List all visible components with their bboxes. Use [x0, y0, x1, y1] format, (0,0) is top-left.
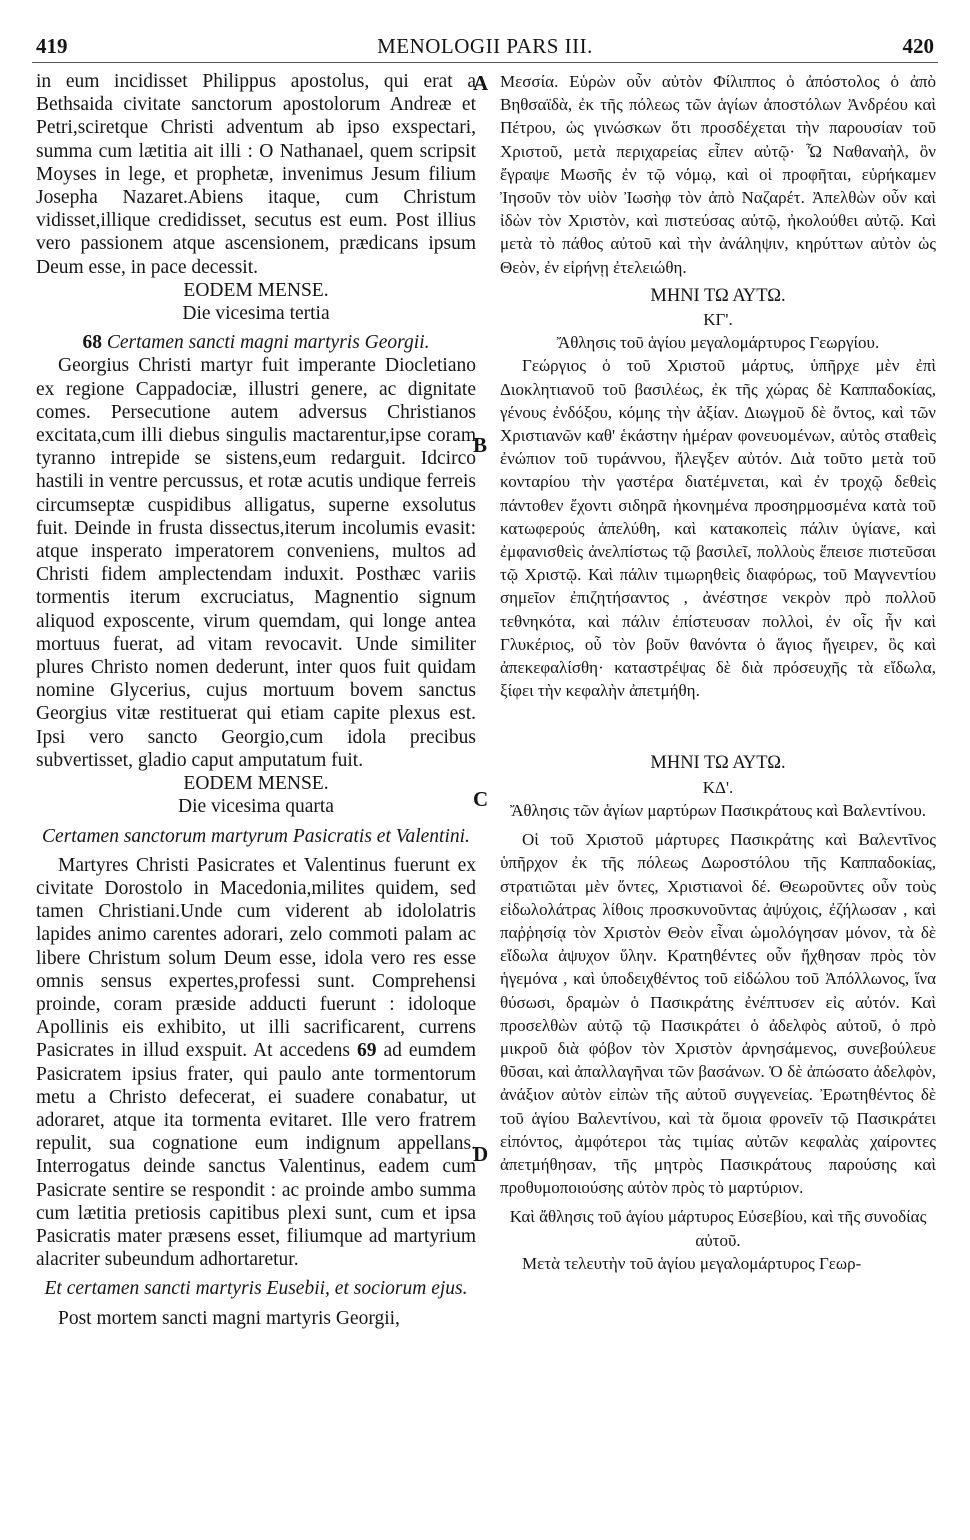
- latin-title-georgius: [36, 331, 476, 354]
- greek-column: [500, 70, 936, 1275]
- running-header: [32, 32, 938, 63]
- entry-number-69: 69: [356, 1040, 377, 1062]
- latin-paragraph-georgius: Georgius Christi martyr fuit imperante Diocletiano ex regione Cappadociæ, illustri genere, ac dignitate comes. Persecutione autem adversus Christianos excitata,cum illi diebus singulis mactarentur,ipse coram tyranno intrepide se sistens,eum redarguit. Idcirco hastili in ventre percussus, et rotæ acutis undique ferreis circumseptæ cuspidibus alligatus, superne exsolutus fuit. Deinde in frusta dissectus,iterum incolumis evasit: atque insperato imperatorem conveniens, multos ad Christi fidem amplectendam induxit. Posthæc variis tormentis iterum excruciatus, Magnentio signum aliquod exposcente, virum quemdam, qui longe antea mortuus fuerat, ad vitam revocavit. Unde similiter plures Christo nomen dederunt, inter quos fuit quidam nomine Glycerius, cujus mortuum bovem sanctus Georgius vitæ restituerat qui etiam capite plexus est. Ipsi vero sancto Georgio,cum idola precibus subvertisset, gladio caput amputatum fuit.: [36, 355, 476, 771]
- margin-letter-b: B: [473, 433, 488, 457]
- greek-title-eusebius: Καὶ ἄθλησις τοῦ ἁγίου μάρτυρος Εὐσεβίου, καὶ τῆς συνοδίας αὐτοῦ.: [509, 1207, 927, 1250]
- latin-column: [36, 70, 476, 1330]
- latin-date-24: Die vicesima quarta: [178, 796, 334, 818]
- running-title: MENOLOGII PARS III.: [377, 34, 593, 58]
- page-number-left: 419: [36, 34, 68, 58]
- greek-heading-meni-2: ΜΗΝΙ ΤΩ ΑΥΤΩ.: [650, 753, 786, 774]
- greek-date-kd: ΚΔ'.: [702, 777, 734, 797]
- greek-title-georgius: Ἄθλησις τοῦ ἁγίου μεγαλομάρτυρος Γεωργίου.: [556, 333, 880, 353]
- margin-letter-c: C: [473, 787, 489, 811]
- latin-title-georgius-text: Certamen sancti magni martyris Georgii.: [106, 332, 430, 354]
- latin-paragraph-pasicrates: Martyres Christi Pasicrates et Valentinus fuerunt ex civitate Dorostolo in Macedonia,milites quidem, sed tamen Christiani.Unde cum viderent ab idololatris lapides animo carentes adorari, zelo commoti palam ac libere Christum solum Deum esse, idola vero res esse omnis sensus expertes,professi sunt. Comprehensi proinde, coram præside adducti fuerunt : idoloque Apollinis eis exhibito, ut illi sacrificarent, currens Pasicrates in illud exspuit. At accedens 69 ad eumdem Pasicratem ipsius frater, qui paulo ante tormentorum metu a Christo defecerat, ei suadere conabatur, ut adoraret, atque ita tormenta evitaret. Ille vero fratrem repulit, sua cognatione eum indignum appellans. Interrogatus deinde sanctus Valentinus, eadem cum Pasicrate sentire se respondit : ac proinde ambo summa cum lætitia pretiosis capitibus plexi sunt, cum et ipsa Pasicratis mater præsens esset, filiumque ad martyrium alacriter subeundum adhortaretur.: [36, 854, 477, 1271]
- latin-paragraph-eusebius: Post mortem sancti magni martyris Georgii,: [58, 1307, 400, 1329]
- greek-paragraph-pasicrates: Οἱ τοῦ Χριστοῦ μάρτυρες Πασικράτης καὶ Βαλεντῖνος ὑπῆρχον ἐκ τῆς πόλεως Δωροστόλου τῆς Καππαδοκίας, στρατιῶται μὲν ὄντες, Χριστιανοὶ δέ. Θεωροῦντες οὖν τοὺς εἰδωλολάτρας λίθοις προσκυνοῦντας ἀψύχοις, ἐζήλωσαν , καὶ παῤῥησίᾳ τὸν Χριστὸν Θεὸν εἶναι ὡμολόγησαν μόνον, τὰ δὲ εἴδωλα ἀψυχον ὕλην. Κρατηθέντες οὖν ἤχθησαν πρὸς τὸν ἡγεμόνα , καὶ ὑποδειχθέντος τοῦ εἰδώλου τοῦ Ἀπόλλωνος, ἵνα θύσωσι, δραμὼν ὁ Πασικράτης ἐνέπτυσεν εἰς αὐτόν. Καὶ προσελθὼν αὐτῷ τῷ Πασικράτει ὁ ἀδελφὸς αὐτοῦ, ὁ πρὸ μικροῦ διὰ φόβον τὸν Χριστὸν ἀρνησάμενος, συνεβούλευε θῦσαι, καὶ ἀπαλλαγῆναι τῶν βασάνων. Ὁ δὲ ἀπώσατο ἀδελφὸν, ἀνάξιον αὐτὸν εἰπὼν τῆς αὐτοῦ συγγενείας. Ἐρωτηθέντος δὲ τοῦ ἁγίου Βαλεντίνου, καὶ τὰ ὅμοια φρονεῖν τῷ Πασικράτει εἰπόντος, ἀμφότεροι τὰς τιμίας αὐτῶν κεφαλὰς χαίροντες ἀπετμήθησαν, τῆς μητρὸς Πασικράτους παρούσης καὶ προθυμοποιούσης αὐτὸν πρὸς τὸ μαρτύριον.: [500, 830, 936, 1198]
- latin-title-eusebius: Et certamen sancti martyris Eusebii, et sociorum ejus.: [44, 1278, 468, 1300]
- margin-letter-a: A: [473, 71, 489, 95]
- greek-paragraph-georgius: Γεώργιος ὁ τοῦ Χριστοῦ μάρτυς, ὑπῆρχε μὲν ἐπὶ Διοκλητιανοῦ τοῦ βασιλέως, ἐκ τῆς χώρας δὲ Καππαδοκίας, γένους ἐνδόξου, κόμης τὴν ἀξίαν. Διωγμοῦ δὲ ὄντος, καὶ τῶν Χριστιανῶν καθ' ἑκάστην ἡμέραν φονευομένων, αὐτὸς σταθεὶς ἐνώπιον τοῦ τυράννου, ἤλεγξεν αὐτόν. Διὰ τοῦτο μετὰ τοῦ κονταρίου τὴν γαστέρα διατέμνεται, καὶ ἐν τροχῷ δεθεὶς πάντοθεν ἔχοντι σιδηρᾶ ἠκονημένα προσηρμοσμένα κατὰ τοῦ κατωφερούς ἀπελύθη, καὶ κατακοπεὶς πάλιν ὑγίανε, καὶ ἐμφανισθεὶς ἀνελπίστως τῷ βασιλεῖ, πολλοὺς ἔπεισε πιστεῦσαι τῷ Χριστῷ. Καὶ πάλιν τιμωρηθεὶς διαφόρως, τοῦ Μαγνεντίου σημεῖον ἐπιζητήσαντος , ἀνέστησε νεκρὸν πρὸ πολλοῦ τεθνηκότα, καὶ πάλιν ἐπίστευσαν πολλοὶ, ἐν οἷς ἦν καὶ Γλυκέριος, οὗ τὸν βοῦν θανόντα ὁ ἅγιος ἤγειρεν, ὃς καὶ ἀπεκεφαλίσθη· καταστρέψας δὲ διὰ πρόσευχῆς τὰ εἴδωλα, ξίφει τὴν κεφαλὴν ἀπετμήθη.: [500, 356, 936, 701]
- greek-title-pasicrates: Ἄθλησις τῶν ἁγίων μαρτύρων Πασικράτους καὶ Βαλεντίνου.: [509, 800, 927, 820]
- latin-heading-eodem-mense-1: EODEM MENSE.: [183, 279, 329, 301]
- latin-paragraph-philippus: in eum incidisset Philippus apostolus, qui erat a Bethsaida civitate sanctorum apostolorum Andreæ et Petri,sciretque Christi adventum ab ipso exspectari, summa cum lætitia ait illi : O Nathanael, quem scripsit Moyses in lege, et prophetæ, invenimus Jesum filium Josepha Nazaret.Abiens itaque, cum Christum vidisset,illique credidisset, secutus est eum. Post illius vero passionem atque ascensionem, prædicans ipsum Deum esse, in pace decessit.: [36, 71, 476, 278]
- latin-heading-eodem-mense-2: EODEM MENSE.: [183, 773, 329, 795]
- greek-date-kg: ΚΓ'.: [703, 310, 733, 330]
- page-number-right: 420: [902, 34, 934, 58]
- greek-heading-meni-1: ΜΗΝΙ ΤΩ ΑΥΤΩ.: [650, 285, 786, 306]
- latin-title-pasicrates: Certamen sanctorum martyrum Pasicratis et Valentini.: [42, 825, 470, 847]
- margin-letter-d: D: [473, 1142, 489, 1166]
- greek-paragraph-eusebius: Μετὰ τελευτὴν τοῦ ἁγίου μεγαλομάρτυρος Γεωρ-: [522, 1253, 862, 1273]
- entry-number-68: 68: [82, 332, 102, 354]
- latin-date-23: Die vicesima tertia: [182, 303, 330, 325]
- greek-paragraph-philippus: Μεσσία. Εὑρὼν οὖν αὐτὸν Φίλιππος ὁ ἀπόστολος ὁ ἀπὸ Βηθσαϊδὰ, ἐκ τῆς πόλεως τῶν ἁγίων ἀποστόλων Ἀνδρέου καὶ Πέτρου, ὡς γινώσκων ὅτι προσδέχεται τὴν παρουσίαν τοῦ Χριστοῦ, μετὰ περιχαρείας εἶπεν αὐτῷ· Ὦ Ναθαναὴλ, ὃν ἔγραψε Μωσῆς ἐν τῷ νόμῳ, καὶ οἱ προφῆται, εὑρήκαμεν Ἰησοῦν τὸν υἱὸν Ἰωσὴφ τὸν ἀπὸ Ναζαρέτ. Ἀπελθὼν οὖν καὶ ἰδὼν τὸν Χριστὸν, καὶ πιστεύσας αὐτῷ, ἠκολούθει αὐτῷ. Καὶ μετὰ τὸ πάθος αὐτοῦ καὶ τὴν ἀνάληψιν, κηρύττων αὐτὸν ὡς Θεὸν, ἐν εἰρήνῃ ἐτελειώθη.: [500, 72, 936, 277]
